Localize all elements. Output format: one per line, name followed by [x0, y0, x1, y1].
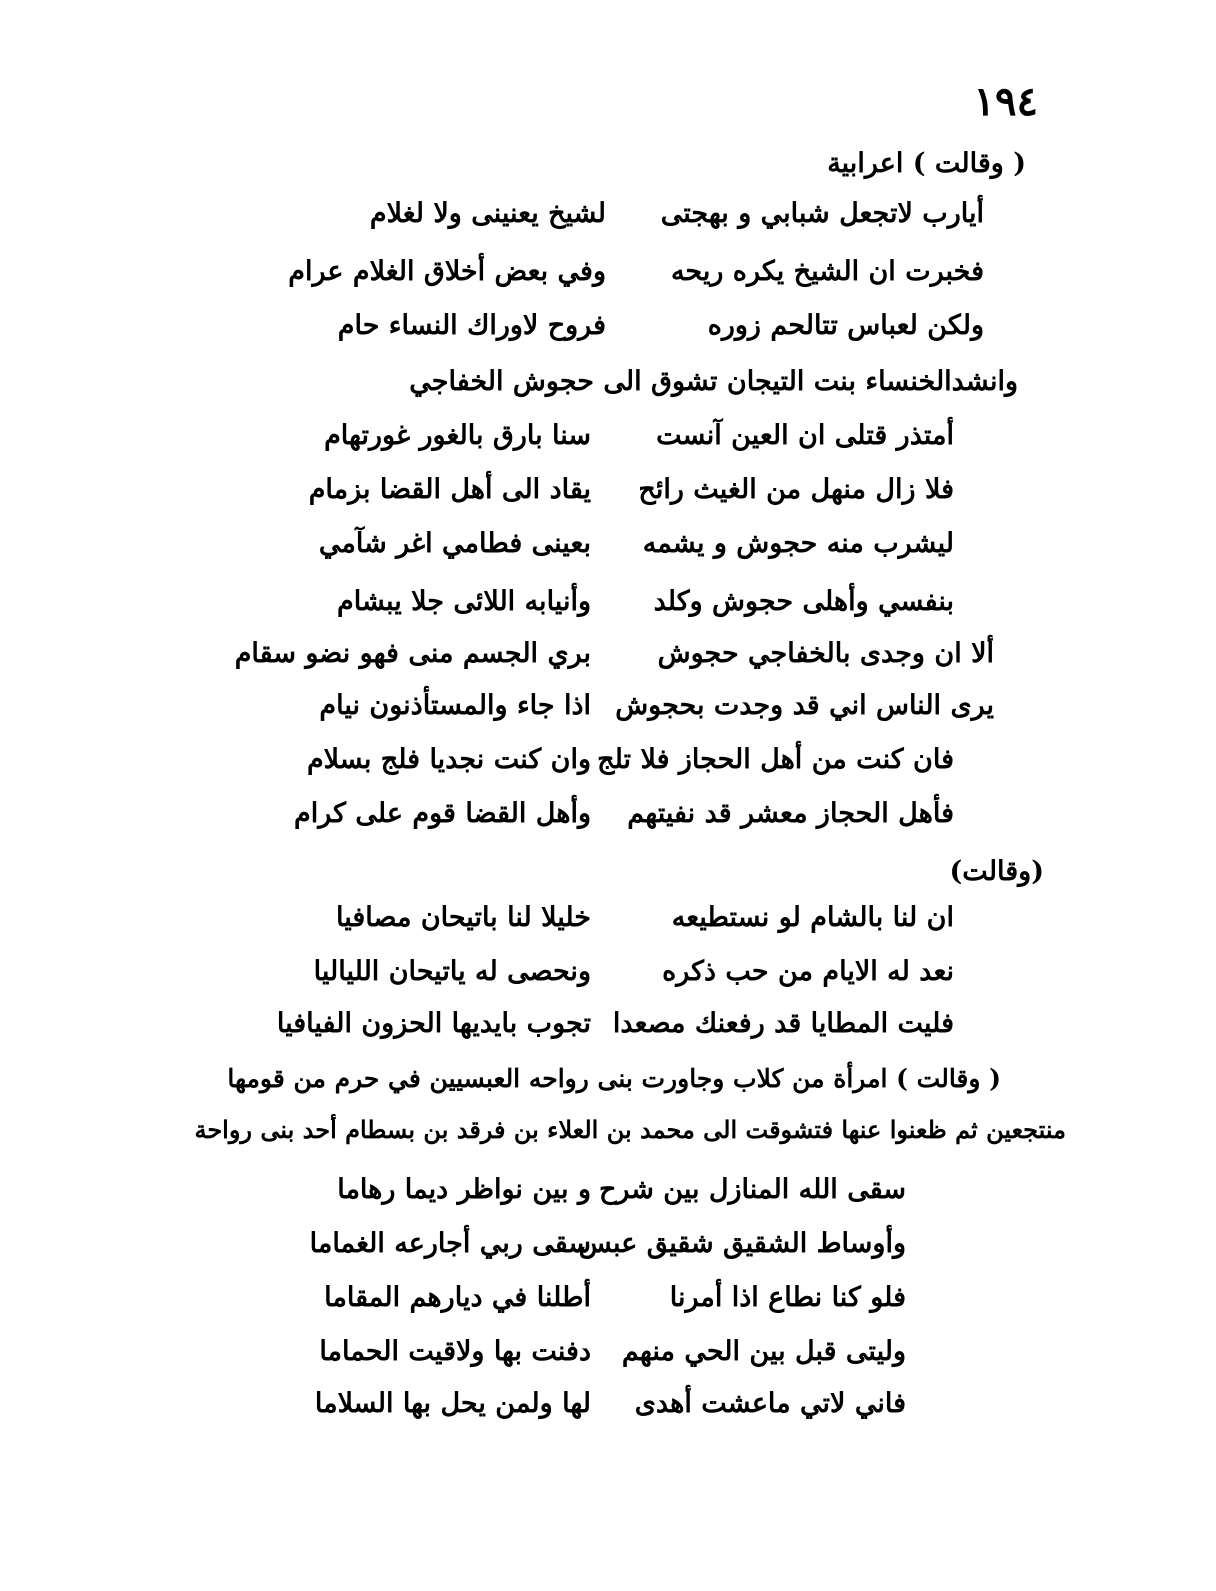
section-heading: ( وقالت ) اعرابية [827, 148, 1026, 179]
verse-first-hemistich: ان لنا بالشام لو نستطيعه [671, 902, 954, 933]
verse-first-hemistich: أيارب لاتجعل شبابي و بهجتى [660, 198, 984, 229]
verse-first-hemistich: أمتذر قتلى ان العين آنست [656, 420, 954, 451]
verse-second-hemistich: تجوب بايديها الحزون الفيافيا [276, 1008, 591, 1039]
verse-first-hemistich: فلو كنا نطاع اذا أمرنا [669, 1282, 906, 1313]
verse-second-hemistich: وان كنت نجديا فلج بسلام [306, 744, 591, 775]
verse-first-hemistich: فلا زال منهل من الغيث رائح [638, 474, 954, 505]
verse-first-hemistich: فخبرت ان الشيخ يكره ريحه [670, 256, 984, 287]
verse-second-hemistich: اذا جاء والمستأذنون نيام [319, 690, 591, 721]
verse-first-hemistich: يرى الناس اني قد وجدت بحجوش [615, 690, 994, 721]
section-heading: وانشدالخنساء بنت التيجان تشوق الى حجوش الخفاجي [409, 366, 1018, 397]
verse-first-hemistich: فان كنت من أهل الحجاز فلا تلج [597, 744, 954, 775]
section-heading: منتجعين ثم ظعنوا عنها فتشوقت الى محمد بن العلاء بن فرقد بن بسطام أحد بنى رواحة [194, 1115, 1066, 1144]
verse-second-hemistich: ونحصى له ياتيحان اللياليا [313, 956, 591, 987]
verse-second-hemistich: وأنيابه اللائى جلا يبشام [337, 586, 591, 617]
verse-second-hemistich: و بين نواظر ديما رهاما [337, 1174, 591, 1205]
verse-second-hemistich: سقى ربي أجارعه الغماما [309, 1228, 591, 1259]
verse-first-hemistich: بنفسي وأهلى حجوش وكلد [653, 586, 954, 617]
verse-second-hemistich: أطلنا في ديارهم المقاما [324, 1282, 591, 1313]
verse-first-hemistich: ولكن لعباس تتالحم زوره [707, 310, 984, 341]
verse-second-hemistich: يقاد الى أهل القضا بزمام [308, 474, 591, 505]
section-heading: (وقالت) [949, 856, 1044, 887]
verse-second-hemistich: فروح لاوراك النساء حام [337, 310, 606, 341]
verse-second-hemistich: لها ولمن يحل بها السلاما [314, 1388, 591, 1419]
verse-first-hemistich: ليشرب منه حجوش و يشمه [642, 528, 954, 559]
verse-first-hemistich: وأوساط الشقيق شقيق عبس [578, 1228, 906, 1259]
verse-second-hemistich: دفنت بها ولاقيت الحماما [319, 1336, 591, 1367]
verse-second-hemistich: خليلا لنا باتيحان مصافيا [336, 902, 591, 933]
verse-first-hemistich: فاني لاتي ماعشت أهدى [634, 1388, 906, 1419]
verse-first-hemistich: وليتى قبل بين الحي منهم [621, 1336, 906, 1367]
verse-second-hemistich: بري الجسم منى فهو نضو سقام [234, 638, 591, 669]
verse-first-hemistich: فأهل الحجاز معشر قد نفيتهم [627, 798, 954, 829]
verse-first-hemistich: نعد له الايام من حب ذكره [662, 956, 954, 987]
verse-second-hemistich: بعينى فطامي اغر شآمي [318, 528, 591, 559]
verse-second-hemistich: وفي بعض أخلاق الغلام عرام [288, 256, 606, 287]
verse-second-hemistich: سنا بارق بالغور غورتهام [324, 420, 591, 451]
verse-first-hemistich: سقى الله المنازل بين شرح [598, 1174, 906, 1205]
page-number: ١٩٤ [973, 78, 1038, 125]
verse-second-hemistich: لشيخ يعنينى ولا لغلام [369, 198, 606, 229]
verse-second-hemistich: وأهل القضا قوم على كرام [294, 798, 591, 829]
verse-first-hemistich: ألا ان وجدى بالخفاجي حجوش [657, 638, 994, 669]
section-heading: ( وقالت ) امرأة من كلاب وجاورت بنى رواحه العبسيين في حرم من قومها [227, 1064, 1001, 1093]
verse-first-hemistich: فليت المطايا قد رفعنك مصعدا [612, 1008, 954, 1039]
